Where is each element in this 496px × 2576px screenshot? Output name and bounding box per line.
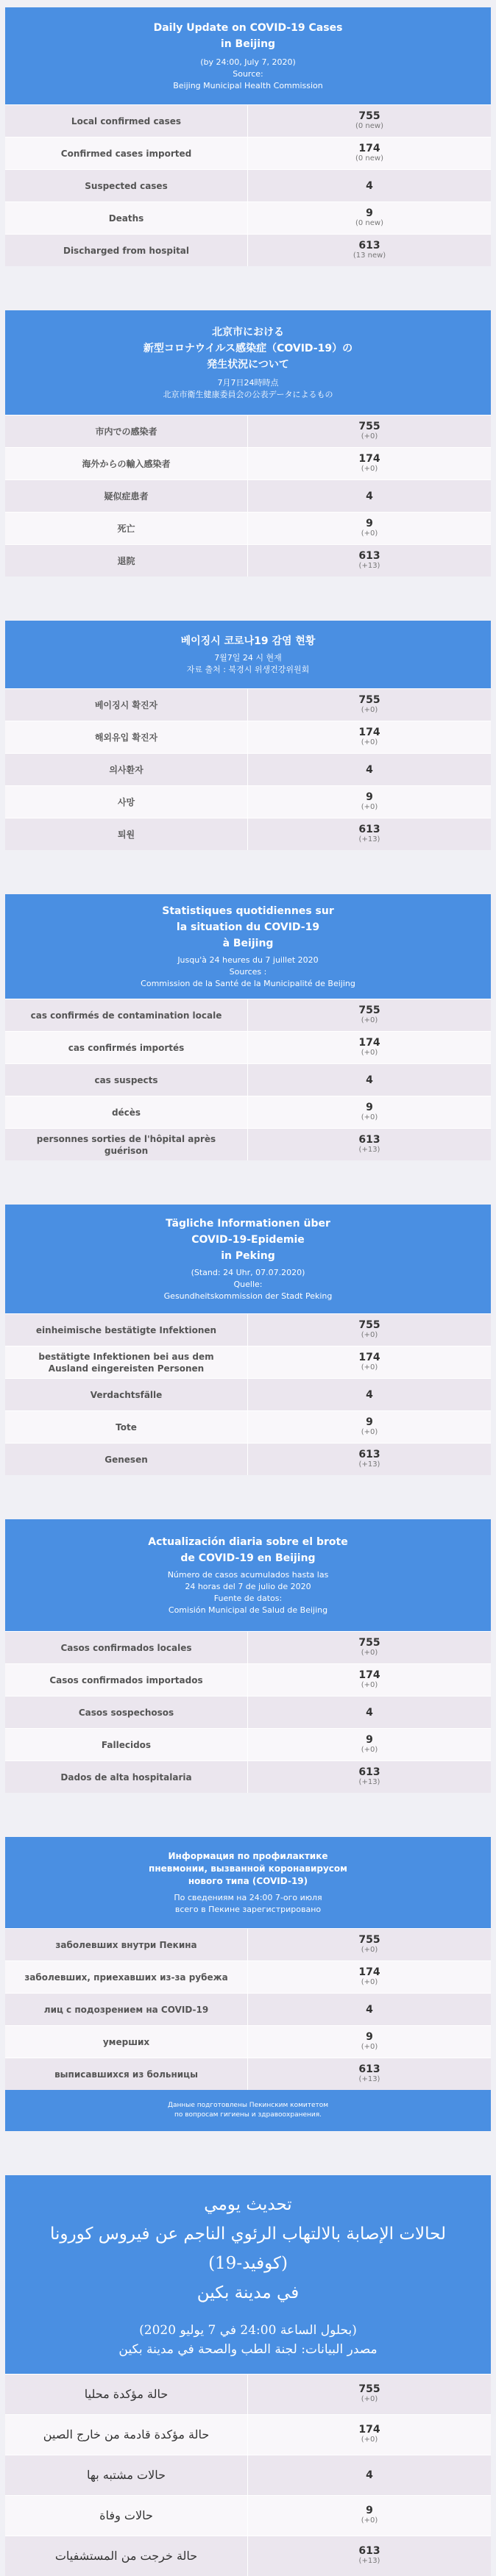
row-delta: (+0) <box>361 2042 378 2051</box>
row-value: 755 <box>358 693 380 706</box>
row-value: 755 <box>358 1636 380 1649</box>
row-value: 9 <box>366 1101 373 1113</box>
row-delta: (+0) <box>361 1330 378 1339</box>
subtitle-line: Sources : <box>229 967 267 977</box>
row-value: 174 <box>358 726 380 738</box>
subtitle-line: 7月7日24時時点 <box>217 378 279 388</box>
section-gap <box>0 1160 496 1205</box>
table-row <box>5 785 491 818</box>
row-value-cell <box>248 415 491 447</box>
section-gap <box>0 1475 496 1519</box>
row-delta: (+0) <box>361 2436 378 2444</box>
row-value-cell <box>248 1761 491 1793</box>
row-value-cell <box>248 545 491 577</box>
row-label: حالة مؤكدة قادمة من خارج الصين <box>5 2415 248 2455</box>
subtitle-line: 7월7일 24 시 현재 <box>214 653 282 663</box>
row-delta: (+13) <box>358 835 380 843</box>
row-label: einheimische bestätigte Infektionen <box>5 1314 248 1346</box>
row-label: حالات وفاة <box>5 2496 248 2536</box>
section-header <box>5 894 491 999</box>
title-line: في مدينة بكين <box>196 2283 300 2302</box>
row-label: Confirmed cases imported <box>5 138 248 169</box>
row-value-cell <box>248 1379 491 1410</box>
row-value-cell <box>248 170 491 201</box>
table-row <box>5 1760 491 1793</box>
subtitle-line: Gesundheitskommission der Stadt Peking <box>163 1291 333 1301</box>
row-delta: (+13) <box>358 1777 380 1786</box>
row-value-cell <box>248 2375 491 2414</box>
row-label: personnes sorties de l'hôpital après guérison <box>5 1129 248 1160</box>
title-line: la situation du COVID-19 <box>176 921 320 933</box>
footer-line: по вопросам гигиены и здравоохранения. <box>174 2111 322 2119</box>
row-value-cell <box>248 1444 491 1475</box>
row-value: 4 <box>366 2003 373 2016</box>
row-delta: (+0) <box>361 705 378 714</box>
title-line: لحالات الإصابة بالالتهاب الرئوي الناجم عن فيروس كورونا (كوفيد-19) <box>49 2224 447 2273</box>
stats-table <box>5 999 491 1160</box>
section-german <box>5 1205 491 1475</box>
subtitle-line: مصدر البيانات: لجنة الطب والصحة في مدينة بكين <box>118 2342 378 2357</box>
title-line: нового типа (COVID-19) <box>188 1875 308 1886</box>
section-header <box>5 2175 491 2374</box>
table-row <box>5 1443 491 1475</box>
subtitle-line: Commission de la Santé de la Municipalité de Beijing <box>141 979 355 988</box>
row-value-cell <box>248 513 491 544</box>
row-delta: (+0) <box>361 1648 378 1657</box>
row-value-cell <box>248 721 491 753</box>
subtitle-line: 北京市衛生健康委員会の公表データによるもの <box>163 390 333 399</box>
row-label: выписавшихся из больницы <box>5 2058 248 2090</box>
row-value-cell <box>248 2455 491 2495</box>
row-delta: (+0) <box>361 464 378 473</box>
title-line: Информация по профилактике <box>168 1850 328 1861</box>
table-row <box>5 1031 491 1063</box>
section-header <box>5 621 491 688</box>
row-value-cell <box>248 2058 491 2090</box>
row-value: 613 <box>358 549 380 562</box>
row-label: заболевших внутри Пекина <box>5 1929 248 1960</box>
row-delta: (+0) <box>361 1363 378 1371</box>
row-value-cell <box>248 1729 491 1760</box>
row-value: 613 <box>358 2063 380 2075</box>
section-header <box>5 310 491 415</box>
row-label: лиц с подозрением на COVID-19 <box>5 1994 248 2025</box>
row-value-cell <box>248 786 491 818</box>
stats-table <box>5 415 491 577</box>
row-label: 의사환자 <box>5 754 248 785</box>
row-value-cell <box>248 1064 491 1096</box>
row-label: حالة خرجت من المستشفيات <box>5 2536 248 2576</box>
row-value: 755 <box>358 1004 380 1016</box>
title-line: in Peking <box>221 1250 275 1262</box>
row-value-cell <box>248 1994 491 2025</box>
table-row <box>5 415 491 447</box>
row-label: Verdachtsfälle <box>5 1379 248 1410</box>
table-row <box>5 721 491 753</box>
row-value: 755 <box>358 1933 380 1946</box>
table-row <box>5 1993 491 2025</box>
table-row <box>5 1410 491 1443</box>
title-line: de COVID-19 en Beijing <box>180 1552 316 1564</box>
row-value: 613 <box>358 823 380 835</box>
row-delta: (13 new) <box>352 251 386 260</box>
row-value-cell <box>248 2026 491 2058</box>
title-line: in Beijing <box>220 38 276 50</box>
table-row <box>5 104 491 137</box>
table-row <box>5 2536 491 2576</box>
table-row <box>5 1128 491 1160</box>
subtitle-line: Fuente de datos: <box>213 1594 283 1603</box>
table-row <box>5 1728 491 1760</box>
row-value: 613 <box>358 1448 380 1460</box>
section-french <box>5 894 491 1160</box>
subtitle-line: (بحلول الساعة 24:00 في 7 يوليو 2020) <box>139 2323 357 2338</box>
row-value-cell <box>248 480 491 512</box>
row-value: 174 <box>358 1351 380 1363</box>
table-row <box>5 1631 491 1663</box>
row-value: 9 <box>366 2505 373 2516</box>
table-row <box>5 169 491 201</box>
row-value: 174 <box>358 1669 380 1681</box>
title-line: 発生状況について <box>207 359 289 371</box>
title-line: Statistiques quotidiennes sur <box>162 905 334 917</box>
row-label: 베이징시 확진자 <box>5 689 248 721</box>
row-value-cell <box>248 1411 491 1443</box>
row-label: Fallecidos <box>5 1729 248 1760</box>
table-row <box>5 753 491 785</box>
row-delta: (+0) <box>361 1977 378 1986</box>
row-delta: (0 new) <box>355 218 383 227</box>
subtitle-line: 자료 출처 : 북경시 위생건강위원회 <box>186 665 310 674</box>
row-label: Local confirmed cases <box>5 105 248 137</box>
row-value-cell <box>248 1929 491 1960</box>
row-label: cas suspects <box>5 1064 248 1096</box>
title-line: 新型コロナウイルス感染症（COVID-19）の <box>143 343 353 354</box>
section-gap <box>0 577 496 621</box>
table-row <box>5 544 491 577</box>
table-row <box>5 1096 491 1128</box>
row-label: 해외유입 확진자 <box>5 721 248 753</box>
table-row <box>5 818 491 850</box>
row-value: 9 <box>366 1416 373 1428</box>
row-value: 4 <box>366 179 373 192</box>
section-header <box>5 1519 491 1631</box>
table-row <box>5 2495 491 2536</box>
row-value-cell <box>248 202 491 234</box>
row-label: Casos confirmados locales <box>5 1632 248 1663</box>
subtitle-line: (by 24:00, July 7, 2020) <box>200 57 296 67</box>
row-delta: (0 new) <box>355 154 383 163</box>
row-value-cell <box>248 1129 491 1160</box>
row-value: 4 <box>366 1706 373 1719</box>
row-value: 9 <box>366 2030 373 2043</box>
title-line: Tägliche Informationen über <box>166 1218 330 1230</box>
row-label: заболевших, приехавших из-за рубежа <box>5 1961 248 1993</box>
row-value: 9 <box>366 1733 373 1746</box>
row-delta: (+13) <box>358 2074 380 2083</box>
row-label: حالات مشتبه بها <box>5 2455 248 2495</box>
title-line: Actualización diaria sobre el brote <box>148 1536 348 1548</box>
subtitle-line: всего в Пекине зарегистрировано <box>174 1904 322 1914</box>
subtitle-line: 24 horas del 7 de julio de 2020 <box>185 1582 311 1591</box>
row-value-cell <box>248 754 491 785</box>
subtitle-line: Comisión Municipal de Salud de Beijing <box>168 1605 328 1615</box>
title-line: 베이징시 코로나19 감염 현황 <box>180 635 316 647</box>
row-value-cell <box>248 1032 491 1063</box>
table-row <box>5 2025 491 2058</box>
stats-table <box>5 2374 491 2576</box>
row-value-cell <box>248 999 491 1031</box>
row-delta: (+0) <box>361 802 378 811</box>
row-value: 174 <box>358 142 380 154</box>
stats-table <box>5 688 491 850</box>
row-value-cell <box>248 448 491 479</box>
row-delta: (+0) <box>361 1048 378 1057</box>
section-russian <box>5 1837 491 2131</box>
table-row <box>5 1346 491 1378</box>
row-value: 4 <box>366 763 373 776</box>
table-row <box>5 2414 491 2455</box>
row-delta: (+0) <box>361 432 378 440</box>
row-label: décès <box>5 1096 248 1128</box>
table-row <box>5 1928 491 1960</box>
row-value: 174 <box>358 2424 380 2436</box>
row-value: 4 <box>366 490 373 502</box>
row-label: cas confirmés importés <box>5 1032 248 1063</box>
section-header <box>5 1837 491 1928</box>
title-line: COVID-19-Epidemie <box>191 1234 305 1246</box>
table-row <box>5 201 491 234</box>
table-row <box>5 1378 491 1410</box>
row-label: 퇴원 <box>5 818 248 850</box>
row-value: 755 <box>358 420 380 432</box>
row-value-cell <box>248 1346 491 1378</box>
row-label: 海外からの輸入感染者 <box>5 448 248 479</box>
subtitle-line: Jusqu'à 24 heures du 7 juillet 2020 <box>177 955 319 965</box>
row-value: 4 <box>366 2469 373 2481</box>
row-value-cell <box>248 2536 491 2576</box>
row-label: bestätigte Infektionen bei aus dem Ausland eingereisten Personen <box>5 1346 248 1378</box>
row-label: Genesen <box>5 1444 248 1475</box>
row-value-cell <box>248 689 491 721</box>
row-value-cell <box>248 2496 491 2536</box>
row-value: 9 <box>366 207 373 219</box>
stats-table <box>5 1928 491 2090</box>
table-row <box>5 2455 491 2495</box>
row-label: حالة مؤكدة محليا <box>5 2375 248 2414</box>
table-row <box>5 512 491 544</box>
row-delta: (+0) <box>361 1113 378 1121</box>
table-row <box>5 1063 491 1096</box>
table-row <box>5 2058 491 2090</box>
title-line: пневмонии, вызванной коронавирусом <box>149 1863 347 1874</box>
table-row <box>5 447 491 479</box>
section-spanish <box>5 1519 491 1793</box>
row-value: 9 <box>366 517 373 529</box>
table-row <box>5 479 491 512</box>
section-header <box>5 7 491 104</box>
row-value-cell <box>248 235 491 266</box>
row-value: 4 <box>366 1074 373 1086</box>
row-value-cell <box>248 1664 491 1696</box>
table-row <box>5 688 491 721</box>
row-value-cell <box>248 2415 491 2455</box>
subtitle-line: Número de casos acumulados hasta las <box>167 1570 329 1580</box>
title-line: à Beijing <box>222 938 274 949</box>
footer-line: Данные подготовлены Пекинским комитетом <box>167 2102 329 2109</box>
section-english <box>5 7 491 266</box>
row-label: Casos confirmados importados <box>5 1664 248 1696</box>
row-value: 174 <box>358 452 380 465</box>
table-row <box>5 1313 491 1346</box>
row-value: 174 <box>358 1036 380 1049</box>
row-label: 死亡 <box>5 513 248 544</box>
table-row <box>5 137 491 169</box>
table-row <box>5 1696 491 1728</box>
row-value: 613 <box>358 1766 380 1778</box>
title-line: تحديث يومي <box>204 2195 292 2214</box>
row-value: 174 <box>358 1966 380 1978</box>
table-row <box>5 999 491 1031</box>
row-delta: (+0) <box>361 738 378 746</box>
row-value: 613 <box>358 2545 380 2557</box>
row-label: умерших <box>5 2026 248 2058</box>
table-row <box>5 1960 491 1993</box>
section-footer <box>5 2090 491 2131</box>
stats-table <box>5 104 491 266</box>
subtitle-line: Quelle: <box>233 1280 263 1289</box>
stats-table <box>5 1313 491 1475</box>
row-label: Dados de alta hospitalaria <box>5 1761 248 1793</box>
row-delta: (+0) <box>361 1016 378 1024</box>
section-japanese <box>5 310 491 577</box>
row-value-cell <box>248 138 491 169</box>
row-label: Casos sospechosos <box>5 1696 248 1728</box>
row-delta: (+0) <box>361 2516 378 2525</box>
subtitle-line: Beijing Municipal Health Commission <box>173 81 323 90</box>
row-value-cell <box>248 1961 491 1993</box>
section-gap <box>0 2131 496 2175</box>
title-line: Daily Update on COVID-19 Cases <box>153 22 343 34</box>
row-value-cell <box>248 1096 491 1128</box>
section-arabic <box>5 2175 491 2576</box>
row-delta: (+13) <box>358 1145 380 1154</box>
section-gap <box>0 1793 496 1837</box>
row-value: 613 <box>358 1133 380 1146</box>
row-value: 755 <box>358 2383 380 2395</box>
section-korean <box>5 621 491 850</box>
row-label: Deaths <box>5 202 248 234</box>
row-delta: (+0) <box>361 2395 378 2403</box>
row-delta: (+0) <box>361 1945 378 1954</box>
row-label: Tote <box>5 1411 248 1443</box>
subtitle-line: (Stand: 24 Uhr, 07.07.2020) <box>191 1268 305 1277</box>
row-delta: (+13) <box>358 1460 380 1469</box>
subtitle-line: Source: <box>233 69 263 79</box>
row-delta: (+0) <box>361 529 378 538</box>
row-label: 市内での感染者 <box>5 415 248 447</box>
row-value-cell <box>248 818 491 850</box>
row-value: 755 <box>358 1319 380 1331</box>
subtitle-line: По сведениям на 24:00 7-ого июля <box>174 1892 322 1902</box>
section-gap <box>0 266 496 310</box>
row-value-cell <box>248 105 491 137</box>
row-label: Discharged from hospital <box>5 235 248 266</box>
row-value: 755 <box>358 110 380 122</box>
row-delta: (+0) <box>361 1680 378 1689</box>
row-value: 9 <box>366 791 373 803</box>
row-value-cell <box>248 1314 491 1346</box>
row-value-cell <box>248 1696 491 1728</box>
table-row <box>5 234 491 266</box>
section-header <box>5 1205 491 1313</box>
row-label: 疑似症患者 <box>5 480 248 512</box>
row-delta: (+13) <box>358 561 380 570</box>
row-value-cell <box>248 1632 491 1663</box>
row-value: 4 <box>366 1388 373 1401</box>
row-label: 退院 <box>5 545 248 577</box>
row-value: 613 <box>358 239 380 251</box>
row-delta: (+13) <box>358 2557 380 2565</box>
title-line: 北京市における <box>212 327 284 338</box>
row-delta: (0 new) <box>355 121 383 130</box>
row-label: Suspected cases <box>5 170 248 201</box>
row-label: cas confirmés de contamination locale <box>5 999 248 1031</box>
table-row <box>5 1663 491 1696</box>
stats-table <box>5 1631 491 1793</box>
row-delta: (+0) <box>361 1745 378 1754</box>
row-label: 사망 <box>5 786 248 818</box>
section-gap <box>0 850 496 894</box>
row-delta: (+0) <box>361 1427 378 1436</box>
table-row <box>5 2374 491 2414</box>
